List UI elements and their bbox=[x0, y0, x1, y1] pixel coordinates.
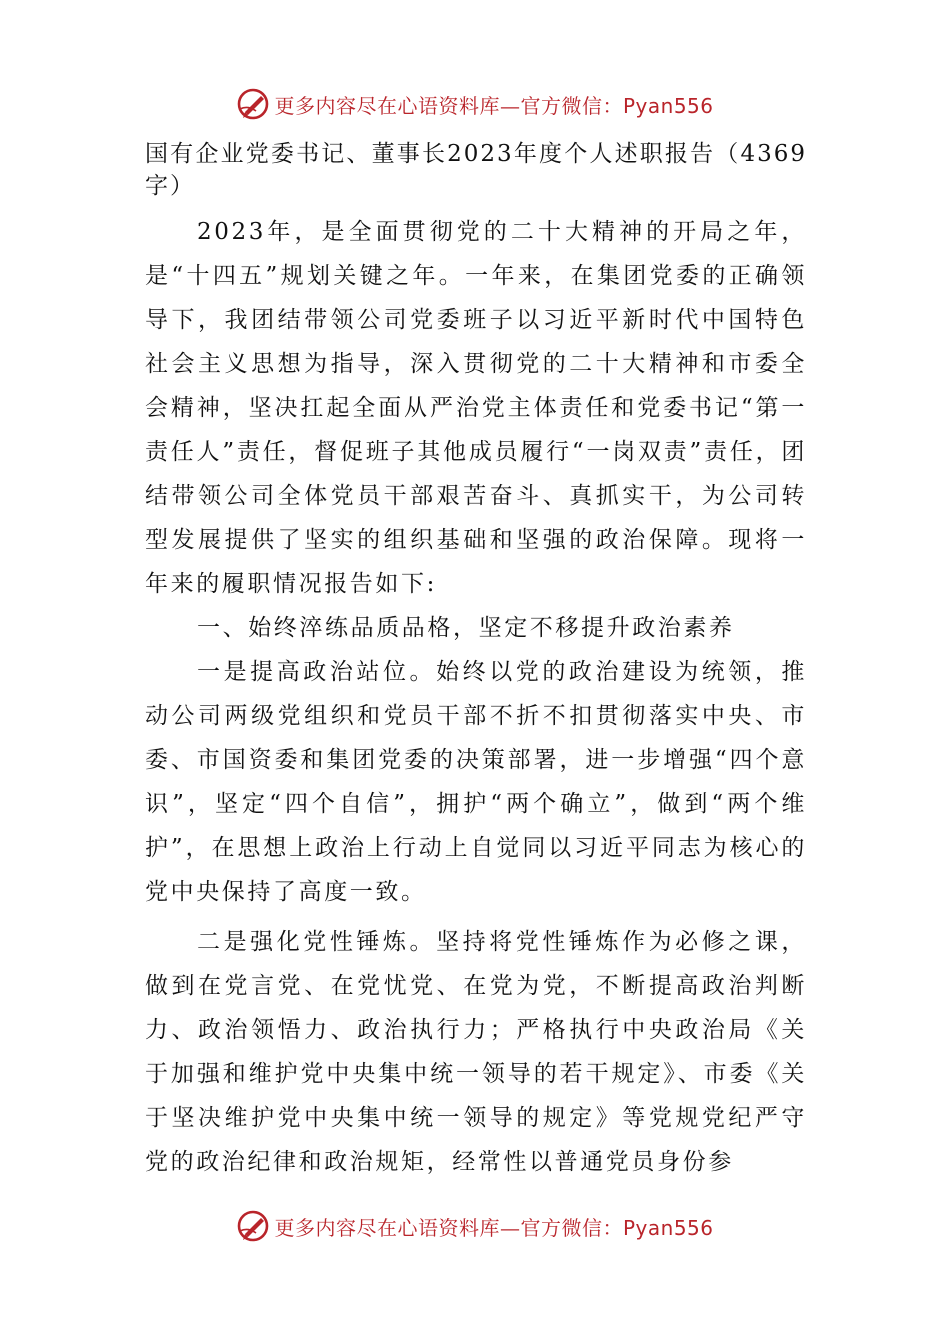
watermark-text: 更多内容尽在心语资料库—官方微信：Pyan556 bbox=[274, 93, 714, 118]
document-body bbox=[145, 138, 807, 1184]
watermark-banner-bottom bbox=[0, 1206, 950, 1246]
paragraph-point-2: 二是强化党性锤炼。坚持将党性锤炼作为必修之课，做到在党言党、在党忧党、在党为党，不断提高政治判断力、政治领悟力、政治执行力；严格执行中央政治局《关于加强和维护党中央集中统一领导的若干规定》、市委《关于坚决维护党中央集中统一领导的规定》等党规党纪严守党的政治纪律和政治规矩，经常性以普通党员身份参 bbox=[145, 929, 807, 1175]
watermark-text: 更多内容尽在心语资料库—官方微信：Pyan556 bbox=[274, 1215, 714, 1240]
watermark-banner-top bbox=[0, 84, 950, 124]
section-heading: 一、始终淬练品质品格，坚定不移提升政治素养 bbox=[197, 615, 735, 641]
paragraph-intro: 2023年，是全面贯彻党的二十大精神的开局之年，是“十四五”规划关键之年。一年来，在集团党委的正确领导下，我团结带领公司党委班子以习近平新时代中国特色社会主义思想为指导，深入贯彻党的二十大精神和市委全会精神，坚决扛起全面从严治党主体责任和党委书记“第一责任人”责任，督促班子其他成员履行“一岗双责”责任，团结带领公司全体党员干部艰苦奋斗、真抓实干，为公司转型发展提供了坚实的组织基础和坚强的政治保障。现将一年来的履职情况报告如下: bbox=[145, 219, 807, 597]
paragraph-point-1: 一是提高政治站位。始终以党的政治建设为统领，推动公司两级党组织和党员干部不折不扣贯彻落实中央、市委、市国资委和集团党委的决策部署，进一步增强“四个意识”，坚定“四个自信”，拥护“两个确立”，做到“两个维护”，在思想上政治上行动上自觉同以习近平同志为核心的党中央保持了高度一致。 bbox=[145, 659, 807, 905]
pen-logo-icon bbox=[236, 1209, 270, 1243]
wechat-id: Pyan556 bbox=[622, 93, 714, 118]
document-title: 国有企业党委书记、董事长2023年度个人述职报告（4369字） bbox=[145, 141, 807, 199]
pen-logo-icon bbox=[236, 87, 270, 121]
wechat-id: Pyan556 bbox=[622, 1215, 714, 1240]
